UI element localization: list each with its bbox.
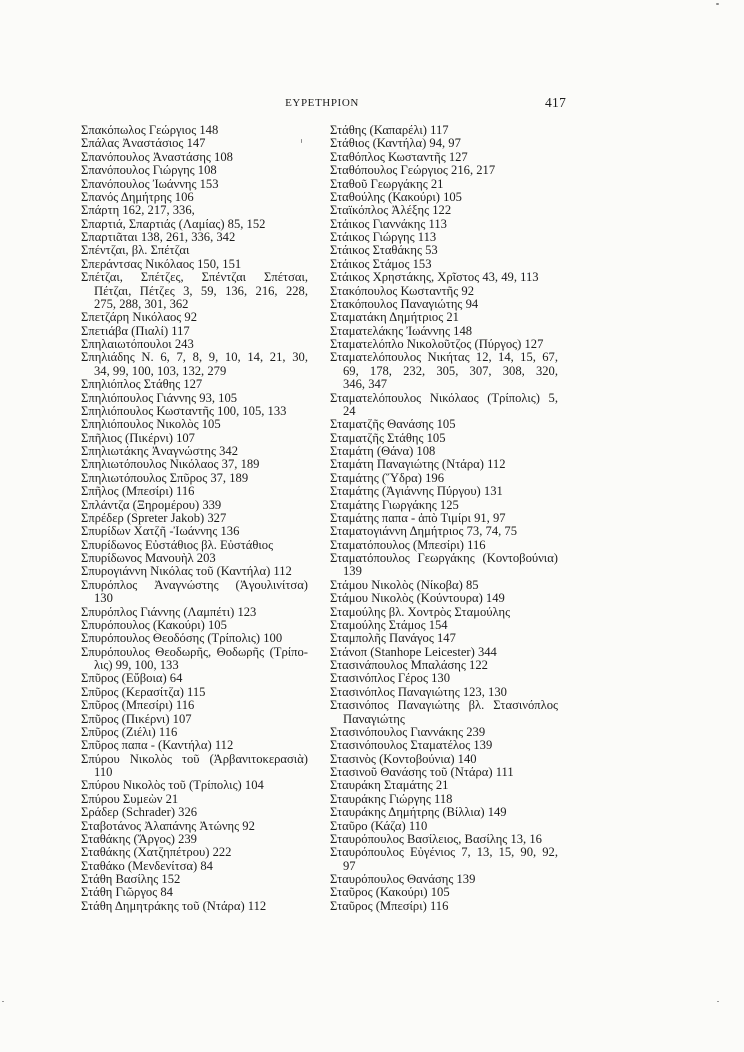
- index-entry: [81, 779, 308, 792]
- entry-line: Σπυρόπλος Ἀναγνώστης (Ἀγουλινίτσα): [81, 577, 308, 592]
- entry-line: Σπύρου Νικολὸς τοῦ (Ἀρβανιτοκερασιὰ): [81, 751, 308, 766]
- entry-line: Στασινὸς (Κοντοβούνια) 140: [330, 751, 477, 766]
- index-entry: [330, 632, 558, 645]
- entry-line: Στασινόπουλος Σταματέλος 139: [330, 738, 493, 753]
- index-entry: [330, 753, 558, 766]
- entry-continuation-line: 34, 99, 100, 103, 132, 279: [94, 363, 227, 378]
- index-entry: [81, 739, 308, 752]
- index-column-left: [81, 124, 308, 913]
- index-entry: [81, 793, 308, 806]
- entry-line: Σταθάκης (Ἄργος) 239: [81, 831, 197, 846]
- index-entry: [330, 338, 558, 351]
- entry-line: Στάικος Στάμος 153: [330, 256, 432, 271]
- index-entry: [330, 779, 558, 792]
- index-entry: [81, 686, 308, 699]
- entry-line: Σπυρόπουλος (Κακούρι) 105: [81, 617, 227, 632]
- index-entry: [81, 204, 308, 217]
- index-entry: [330, 325, 558, 338]
- index-entry: [81, 525, 308, 538]
- index-entry: [81, 699, 308, 712]
- entry-line: Σταμάτη (Θάνα) 108: [330, 444, 436, 458]
- index-entry: [330, 472, 558, 485]
- entry-line: Στασινόπος Παναγιώτης βλ. Στασινόπλος: [330, 698, 558, 713]
- index-entry: [81, 726, 308, 739]
- index-entry: [330, 686, 558, 699]
- index-entry: [330, 619, 558, 632]
- index-entry: [330, 218, 558, 231]
- entry-line: Στάθη Δημητράκης τοῦ (Ντάρα) 112: [81, 898, 267, 913]
- entry-line: Σπανός Δημήτρης 106: [81, 189, 194, 204]
- index-entry: [330, 231, 558, 244]
- entry-line: Σπῦρος παπα - (Καντήλα) 112: [81, 738, 234, 753]
- index-entry: [330, 178, 558, 191]
- index-entry: [330, 151, 558, 164]
- index-entry: [81, 565, 308, 578]
- entry-line: Σπηλιόπλος Στάθης 127: [81, 377, 203, 392]
- index-entry: [330, 137, 558, 150]
- entry-continuation-line: 97: [343, 858, 356, 873]
- index-entry: [330, 311, 558, 324]
- index-entry: [81, 713, 308, 726]
- entry-line: Σπηλιωτόπουλος Σπῦρος 37, 189: [81, 470, 249, 485]
- index-entry: [81, 672, 308, 685]
- entry-line: Στάθη Βασίλης 152: [81, 872, 181, 886]
- entry-line: Σταματελόπλο Νικολοῦτζος (Πύργος) 127: [330, 337, 544, 351]
- index-entry: [330, 298, 558, 311]
- index-entry: [330, 726, 558, 739]
- index-entry: [330, 351, 558, 391]
- entry-line: Στασινοῦ Θανάσης τοῦ (Ντάρα) 111: [330, 765, 514, 779]
- index-entry: [330, 646, 558, 659]
- entry-line: Σταματζῆς Θανάσης 105: [330, 417, 456, 432]
- entry-line: Σπλάντζα (Ξηρομέρου) 339: [81, 497, 222, 512]
- entry-line: Στάθης (Καπαρέλι) 117: [330, 123, 449, 137]
- entry-line: Σπῦρος (Ζιέλι) 116: [81, 724, 178, 739]
- entry-line: Στάικος Γιαννάκης 113: [330, 216, 447, 231]
- entry-line: Σταματελόπουλος Νικήτας 12, 14, 15, 67,: [330, 350, 558, 365]
- entry-line: Σταμάτη Παναγιώτης (Ντάρα) 112: [330, 457, 506, 472]
- entry-line: Σταμούλης Στάμος 154: [330, 617, 448, 632]
- index-entry: [81, 900, 308, 913]
- entry-line: Στακόπουλος Παναγιώτης 94: [330, 296, 479, 311]
- entry-line: Σταϊκόπλος Ἀλέξης 122: [330, 203, 452, 218]
- entry-line: Σταθοῦ Γεωργάκης 21: [330, 176, 444, 191]
- index-entry: [81, 151, 308, 164]
- entry-line: Σταμάτης (Ὕδρα) 196: [330, 470, 444, 485]
- entry-line: Σταυράκης Γιώργης 118: [330, 791, 453, 806]
- entry-line: Σταθάκο (Μενδενίτσα) 84: [81, 858, 213, 873]
- entry-line: Στασινάπουλος Μπαλάσης 122: [330, 658, 488, 672]
- entry-line: Σπανόπουλος Γιώργης 108: [81, 163, 217, 178]
- entry-line: Σπετιάβα (Πιαλί) 117: [81, 323, 190, 338]
- entry-line: Σπετζάρη Νικόλαος 92: [81, 310, 197, 325]
- entry-line: Σπυρόπουλος Θεοδωρῆς, Θοδωρῆς (Τρίπο-: [81, 644, 308, 659]
- index-entry: [81, 873, 308, 886]
- index-entry: [330, 579, 558, 592]
- index-entry: [81, 244, 308, 257]
- index-entry: [81, 432, 308, 445]
- index-entry: [81, 646, 308, 673]
- index-entry: [81, 164, 308, 177]
- index-entry: [330, 766, 558, 779]
- entry-line: Στάθιος (Καντήλα) 94, 97: [330, 136, 461, 151]
- entry-line: Σπῦρος (Εὔβοια) 64: [81, 671, 183, 686]
- index-entry: [81, 552, 308, 565]
- entry-line: Σράδερ (Schrader) 326: [81, 805, 198, 820]
- entry-line: Σπῦρος (Πικέρνι) 107: [81, 711, 192, 726]
- entry-line: Σταῦρος (Κακούρι) 105: [330, 885, 450, 900]
- index-entry: [330, 820, 558, 833]
- entry-line: Σταθόπουλος Γεώργιος 216, 217: [330, 163, 496, 178]
- index-entry: [330, 285, 558, 298]
- entry-line: Σπαρτιᾶται 138, 261, 336, 342: [81, 230, 236, 244]
- entry-line: Σταθόπλος Κωσταντῆς 127: [330, 149, 468, 164]
- index-column-right: [330, 124, 558, 913]
- index-entry: [81, 512, 308, 525]
- entry-line: Σπέτζαι, Σπέτζες, Σπέντζαι Σπέτσαι,: [81, 270, 308, 285]
- entry-continuation-line: 346, 347: [343, 377, 388, 392]
- entry-continuation-line: 139: [343, 564, 362, 579]
- entry-continuation-line: 69, 178, 232, 305, 307, 308, 320,: [343, 363, 558, 378]
- entry-line: Στάνοπ (Stanhope Leicester) 344: [330, 644, 497, 659]
- entry-line: Σπύρου Συμεὼν 21: [81, 791, 179, 806]
- index-entry: [330, 833, 558, 846]
- entry-continuation-line: Πέτζαι, Πέτζες 3, 59, 136, 216, 228,: [94, 283, 308, 298]
- index-entry: [330, 499, 558, 512]
- entry-line: Στασινόπλος Γέρος 130: [330, 671, 451, 686]
- index-entry: [81, 445, 308, 458]
- entry-line: Σταθάκης (Χατζηπέτρου) 222: [81, 845, 232, 860]
- entry-line: Στάμου Νικολὸς (Νίκοβα) 85: [330, 577, 479, 592]
- index-entry: [330, 672, 558, 685]
- entry-line: Στασινόπουλος Γιαννάκης 239: [330, 724, 486, 739]
- index-entry: [81, 258, 308, 271]
- entry-line: Σταμάτης (Ἀγιάννης Πύργου) 131: [330, 484, 503, 499]
- entry-line: Σπηλιωτάκης Ἀναγνώστης 342: [81, 444, 239, 458]
- index-entry: [81, 619, 308, 632]
- index-entry: [81, 606, 308, 619]
- index-entry: [81, 311, 308, 324]
- running-head-title: ΕΥΡΕΤΗΡΙΟΝ: [285, 97, 359, 109]
- index-entry: [81, 351, 308, 378]
- index-entry: [330, 392, 558, 419]
- index-entry: [330, 525, 558, 538]
- index-entry: [81, 338, 308, 351]
- scan-speck: [301, 139, 302, 143]
- entry-line: Σταμούλης βλ. Χοντρὸς Σταμούλης: [330, 604, 511, 619]
- index-entry: [330, 900, 558, 913]
- entry-line: Στασινόπλος Παναγιώτης 123, 130: [330, 684, 507, 699]
- entry-line: Σταῦρο (Κάζα) 110: [330, 818, 428, 833]
- entry-line: Σταῦρος (Μπεσίρι) 116: [330, 898, 449, 913]
- index-entry: [330, 886, 558, 899]
- index-entry: [330, 204, 558, 217]
- index-entry: [81, 485, 308, 498]
- index-entry: [81, 418, 308, 431]
- entry-line: Σπῆλος (Μπεσίρι) 116: [81, 484, 195, 499]
- entry-line: Σπεράντσας Νικόλαος 150, 151: [81, 256, 242, 271]
- index-entry: [330, 846, 558, 873]
- index-entry: [330, 699, 558, 726]
- index-entry: [81, 539, 308, 552]
- index-entry: [330, 806, 558, 819]
- entry-line: Σπυρίδωνος Μανουὴλ 203: [81, 551, 216, 565]
- entry-line: Σπηλαιωτόπουλοι 243: [81, 337, 194, 351]
- entry-line: Στάθη Γιῶργος 84: [81, 885, 173, 900]
- entry-continuation-line: Παναγιώτης: [343, 711, 405, 726]
- entry-line: Στάμου Νικολὸς (Κούντουρα) 149: [330, 591, 505, 606]
- index-entry: [330, 445, 558, 458]
- entry-line: Σπυρόπουλος Θεοδόσης (Τρίπολις) 100: [81, 631, 283, 646]
- entry-line: Σπυρογιάννη Νικόλας τοῦ (Καντήλα) 112: [81, 564, 292, 579]
- entry-line: Σπρέδερ (Spreter Jakob) 327: [81, 510, 227, 525]
- entry-line: Σπῆλιος (Πικέρνι) 107: [81, 430, 195, 445]
- index-entry: [330, 592, 558, 605]
- index-entry: [330, 258, 558, 271]
- entry-line: Σπύρου Νικολὸς τοῦ (Τρίπολις) 104: [81, 778, 264, 793]
- entry-line: Σπηλιωτόπουλος Νικόλαος 37, 189: [81, 457, 260, 472]
- entry-line: Στακόπουλος Κωσταντῆς 92: [330, 283, 474, 298]
- index-entry: [330, 244, 558, 257]
- index-entry: [81, 860, 308, 873]
- entry-line: Σταμπολῆς Πανάγος 147: [330, 631, 456, 646]
- entry-line: Σταυράκης Δημήτρης (Βίλλια) 149: [330, 805, 507, 820]
- index-entry: [330, 432, 558, 445]
- entry-line: Σταμάτης Γιωργάκης 125: [330, 497, 459, 512]
- entry-line: Σταματάκη Δημήτριος 21: [330, 310, 459, 325]
- entry-line: Σταματόπουλος (Μπεσίρι) 116: [330, 537, 486, 552]
- scan-speck: [716, 3, 719, 5]
- scan-speck: [717, 1001, 719, 1002]
- entry-line: Σταματελάκης Ἰωάννης 148: [330, 323, 473, 338]
- index-entry: [81, 378, 308, 391]
- entry-line: Σπάλας Ἀναστάσιος 147: [81, 136, 206, 151]
- entry-line: Σταματογιάννη Δημήτριος 73, 74, 75: [330, 524, 518, 539]
- index-entry: [81, 392, 308, 405]
- index-entry: [81, 458, 308, 471]
- entry-line: Σπαρτιά, Σπαρτιάς (Λαμίας) 85, 152: [81, 216, 266, 231]
- index-entry: [330, 485, 558, 498]
- index-entry: [81, 833, 308, 846]
- entry-continuation-line: λις) 99, 100, 133: [94, 658, 179, 672]
- index-entry: [81, 806, 308, 819]
- entry-line: Στάικος Σταθάκης 53: [330, 243, 438, 258]
- index-entry: [81, 753, 308, 780]
- index-entry: [330, 873, 558, 886]
- index-entry: [81, 191, 308, 204]
- entry-line: Σπυρίδων Χατζῆ -Ἰωάννης 136: [81, 524, 240, 539]
- index-entry: [330, 458, 558, 471]
- index-entry: [81, 846, 308, 859]
- index-entry: [81, 271, 308, 311]
- entry-continuation-line: 275, 288, 301, 362: [94, 296, 189, 311]
- index-entry: [330, 739, 558, 752]
- index-entry: [81, 218, 308, 231]
- entry-line: Σταμάτης παπα - ἀπὸ Τιμίρι 91, 97: [330, 510, 506, 525]
- index-entry: [330, 659, 558, 672]
- entry-line: Σταματελόπουλος Νικόλαος (Τρίπολις) 5,: [330, 390, 558, 405]
- entry-line: Σπέντζαι, βλ. Σπέτζαι: [81, 243, 190, 258]
- entry-line: Σπακόπωλος Γεώργιος 148: [81, 123, 219, 137]
- entry-line: Σπηλιόπουλος Γιάννης 93, 105: [81, 390, 238, 405]
- index-entry: [330, 606, 558, 619]
- entry-line: Σταματόπουλος Γεωργάκης (Κοντοβούνια): [330, 551, 558, 565]
- index-entry: [81, 579, 308, 606]
- index-entry: [81, 124, 308, 137]
- entry-line: Σπανόπουλος Ἰωάννης 153: [81, 176, 219, 191]
- entry-line: Στάικος Γιώργης 113: [330, 230, 437, 244]
- index-entry: [330, 418, 558, 431]
- entry-line: Σπυρόπλος Γιάννης (Λαμπέτι) 123: [81, 604, 257, 619]
- entry-continuation-line: 24: [343, 403, 356, 418]
- entry-line: Σταβοτάνος Ἀλαπάνης Ἀτώνης 92: [81, 818, 255, 833]
- index-entry: [81, 325, 308, 338]
- index-entry: [81, 499, 308, 512]
- entry-continuation-line: 110: [94, 765, 113, 779]
- index-entry: [330, 512, 558, 525]
- entry-line: Σταυράκη Σταμάτης 21: [330, 778, 449, 793]
- entry-line: Σπηλιόπουλος Νικολὸς 105: [81, 417, 221, 432]
- entry-line: Σταυρόπουλος Θανάσης 139: [330, 872, 476, 886]
- index-entry: [330, 191, 558, 204]
- index-entry: [81, 472, 308, 485]
- page-number: 417: [545, 95, 567, 110]
- scan-speck: [2, 1001, 4, 1002]
- entry-line: Σταθούλης (Κακούρι) 105: [330, 189, 462, 204]
- entry-line: Σταυρόπουλος Εὐγένιος 7, 13, 15, 90, 92,: [330, 845, 558, 860]
- index-entry: [330, 539, 558, 552]
- entry-line: Στάικος Χρηστάκης, Χρῖστος 43, 49, 113: [330, 270, 539, 285]
- entry-line: Σπυρίδωνος Εὐστάθιος βλ. Εὐστάθιος: [81, 537, 274, 552]
- index-entry: [81, 178, 308, 191]
- entry-line: Σπάρτη 162, 217, 336,: [81, 203, 195, 218]
- index-entry: [330, 271, 558, 284]
- index-entry: [81, 820, 308, 833]
- entry-line: Σταματζῆς Στάθης 105: [330, 430, 446, 445]
- index-entry: [81, 632, 308, 645]
- index-entry: [330, 793, 558, 806]
- index-entry: [81, 137, 308, 150]
- index-entry: [330, 552, 558, 579]
- entry-line: Σπηλιόπουλος Κωσταντῆς 100, 105, 133: [81, 403, 287, 418]
- entry-line: Σπῦρος (Κερασίτζα) 115: [81, 684, 206, 699]
- index-entry: [330, 124, 558, 137]
- entry-line: Σπανόπουλος Ἀναστάσης 108: [81, 149, 233, 164]
- entry-continuation-line: 130: [94, 591, 113, 606]
- index-entry: [330, 164, 558, 177]
- index-entry: [81, 886, 308, 899]
- index-entry: [81, 405, 308, 418]
- entry-line: Σπῦρος (Μπεσίρι) 116: [81, 698, 195, 713]
- entry-line: Σπηλιάδης Ν. 6, 7, 8, 9, 10, 14, 21, 30,: [81, 350, 308, 365]
- entry-line: Σταυρόπουλος Βασίλειος, Βασίλης 13, 16: [330, 831, 542, 846]
- index-entry: [81, 231, 308, 244]
